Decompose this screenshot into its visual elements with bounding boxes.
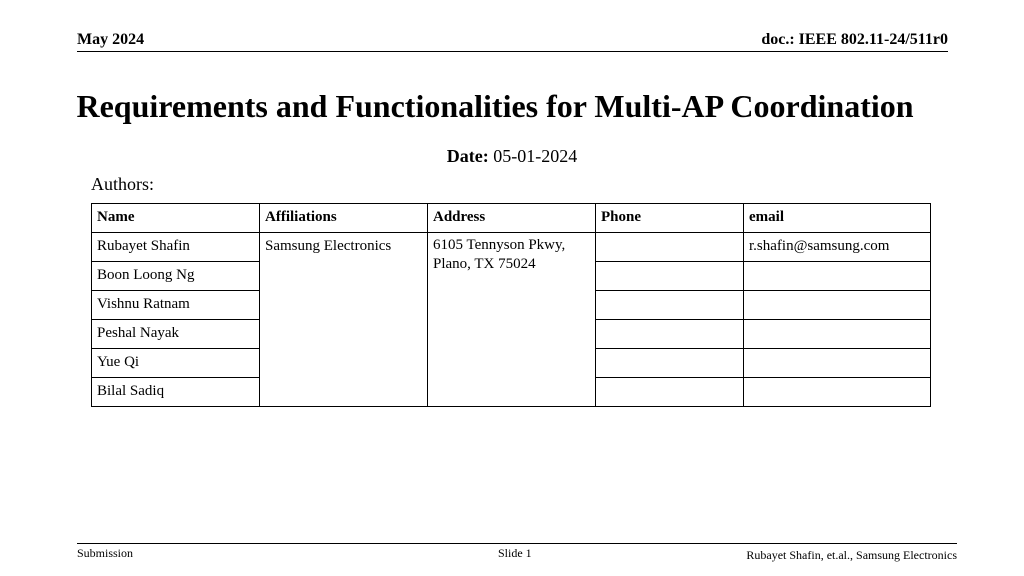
author-name: Yue Qi xyxy=(92,349,260,378)
author-name: Bilal Sadiq xyxy=(92,378,260,407)
author-email: r.shafin@samsung.com xyxy=(744,233,931,262)
table-header-row xyxy=(92,204,931,233)
author-email xyxy=(744,320,931,349)
author-phone xyxy=(596,291,744,320)
footer-submission: Submission xyxy=(77,546,134,560)
author-email xyxy=(744,378,931,407)
footer-author-credit: Rubayet Shafin, et.al., Samsung Electronics xyxy=(746,548,957,562)
author-affiliation: Samsung Electronics xyxy=(260,233,428,407)
footer-divider xyxy=(77,543,957,544)
column-header-affiliations: Affiliations xyxy=(260,204,428,233)
authors-label: Authors: xyxy=(91,174,154,194)
date-value: 05-01-2024 xyxy=(493,146,578,166)
header-doc-id: doc.: IEEE 802.11-24/511r0 xyxy=(761,31,948,48)
author-email xyxy=(744,262,931,291)
author-name: Boon Loong Ng xyxy=(92,262,260,291)
column-header-phone: Phone xyxy=(596,204,744,233)
header-divider xyxy=(77,51,948,52)
author-email xyxy=(744,291,931,320)
author-name: Vishnu Ratnam xyxy=(92,291,260,320)
table-row xyxy=(92,233,931,262)
date-line xyxy=(0,146,1024,167)
slide-title: Requirements and Functionalities for Multi-AP Coordination xyxy=(76,88,914,124)
author-name: Peshal Nayak xyxy=(92,320,260,349)
author-phone xyxy=(596,262,744,291)
authors-table xyxy=(91,203,931,407)
author-address: 6105 Tennyson Pkwy, Plano, TX 75024 xyxy=(428,233,596,407)
author-email xyxy=(744,349,931,378)
author-phone xyxy=(596,349,744,378)
footer-slide-number: Slide 1 xyxy=(498,546,532,560)
column-header-email: email xyxy=(744,204,931,233)
author-phone xyxy=(596,378,744,407)
author-phone xyxy=(596,233,744,262)
author-phone xyxy=(596,320,744,349)
column-header-address: Address xyxy=(428,204,596,233)
date-label: Date: xyxy=(446,146,489,166)
author-name: Rubayet Shafin xyxy=(92,233,260,262)
column-header-name: Name xyxy=(92,204,260,233)
header-date: May 2024 xyxy=(77,31,145,48)
